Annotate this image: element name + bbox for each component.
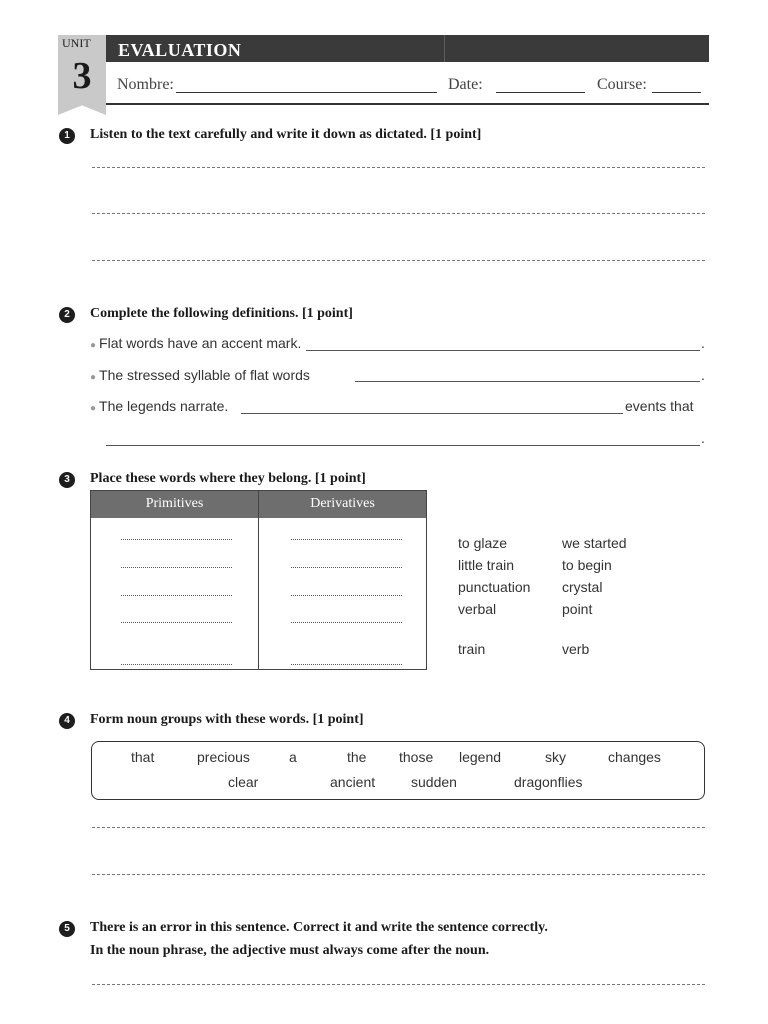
word-item: verb <box>562 641 590 657</box>
word-bank-item: sudden <box>411 774 457 790</box>
word-bank-item: the <box>347 749 367 765</box>
question-4-number: 4 <box>59 713 75 729</box>
word-bank-item: changes <box>608 749 661 765</box>
definition-item: ● The stressed syllable of flat words <box>90 367 310 383</box>
word-bank-item: ancient <box>330 774 376 790</box>
header-rule <box>106 103 709 105</box>
definition-end: . <box>701 367 705 383</box>
word-bank-item: precious <box>197 749 250 765</box>
page-title: EVALUATION <box>118 40 242 60</box>
definition-blank[interactable] <box>355 381 700 382</box>
word-item: train <box>458 641 486 657</box>
answer-line[interactable] <box>92 984 705 985</box>
word-bank-item: dragonflies <box>514 774 583 790</box>
table-blank[interactable] <box>291 539 402 540</box>
question-2-number: 2 <box>59 307 75 323</box>
bullet-icon: ● <box>90 372 97 383</box>
table-blank[interactable] <box>121 539 232 540</box>
bullet-icon: ● <box>90 403 97 414</box>
course-field[interactable] <box>652 92 701 93</box>
word-item: crystal <box>562 579 603 595</box>
word-bank-item: that <box>131 749 155 765</box>
answer-line[interactable] <box>92 827 705 828</box>
answer-line[interactable] <box>92 213 705 214</box>
word-item: point <box>562 601 593 617</box>
question-2-text: Complete the following definitions. [1 point] <box>90 306 353 321</box>
question-5-sentence: In the noun phrase, the adjective must always come after the noun. <box>90 943 490 958</box>
word-bank-item: legend <box>459 749 502 765</box>
table-blank[interactable] <box>291 664 402 665</box>
word-item: punctuation <box>458 579 531 595</box>
question-3-number: 3 <box>59 472 75 488</box>
column-header-primitives: Primitives <box>145 496 204 511</box>
definition-end: . <box>701 430 705 446</box>
table-blank[interactable] <box>291 567 402 568</box>
definition-item: ● The legends narrate. <box>90 398 229 414</box>
definition-blank[interactable] <box>106 445 700 446</box>
word-item: to glaze <box>458 535 508 551</box>
unit-number: 3 <box>72 55 92 97</box>
word-bank-item: a <box>289 749 297 765</box>
table-blank[interactable] <box>121 595 232 596</box>
date-label: Date: <box>448 76 483 93</box>
word-item: to begin <box>562 557 612 573</box>
question-5-number: 5 <box>59 921 75 937</box>
question-4-text: Form noun groups with these words. [1 point] <box>90 712 364 727</box>
table-blank[interactable] <box>121 567 232 568</box>
word-bank-item: sky <box>545 749 566 765</box>
word-item: we started <box>562 535 627 551</box>
definition-end: . <box>701 335 705 351</box>
question-5-text: There is an error in this sentence. Correct it and write the sentence correctly. <box>90 920 548 935</box>
table-blank[interactable] <box>121 664 232 665</box>
unit-label: UNIT <box>62 36 91 50</box>
word-item: verbal <box>458 601 497 617</box>
column-header-derivatives: Derivatives <box>310 496 375 511</box>
answer-line[interactable] <box>92 167 705 168</box>
word-bank-item: clear <box>228 774 259 790</box>
definition-blank[interactable] <box>306 350 700 351</box>
question-3-text: Place these words where they belong. [1 point] <box>90 471 366 486</box>
question-1-text: Listen to the text carefully and write it down as dictated. [1 point] <box>90 127 482 142</box>
question-1-number: 1 <box>59 128 75 144</box>
table-divider <box>258 491 259 669</box>
definition-suffix: events that <box>625 398 694 414</box>
table-blank[interactable] <box>121 622 232 623</box>
table-blank[interactable] <box>291 622 402 623</box>
word-bank-item: those <box>399 749 434 765</box>
name-label: Nombre: <box>117 76 174 93</box>
definition-item: ● Flat words have an accent mark. <box>90 335 302 351</box>
title-bar-divider <box>444 35 445 62</box>
course-label: Course: <box>597 76 647 93</box>
table-blank[interactable] <box>291 595 402 596</box>
name-field[interactable] <box>176 92 437 93</box>
bullet-icon: ● <box>90 340 97 351</box>
definition-blank[interactable] <box>241 413 623 414</box>
answer-line[interactable] <box>92 260 705 261</box>
answer-line[interactable] <box>92 874 705 875</box>
date-field[interactable] <box>496 92 585 93</box>
word-item: little train <box>458 557 515 573</box>
